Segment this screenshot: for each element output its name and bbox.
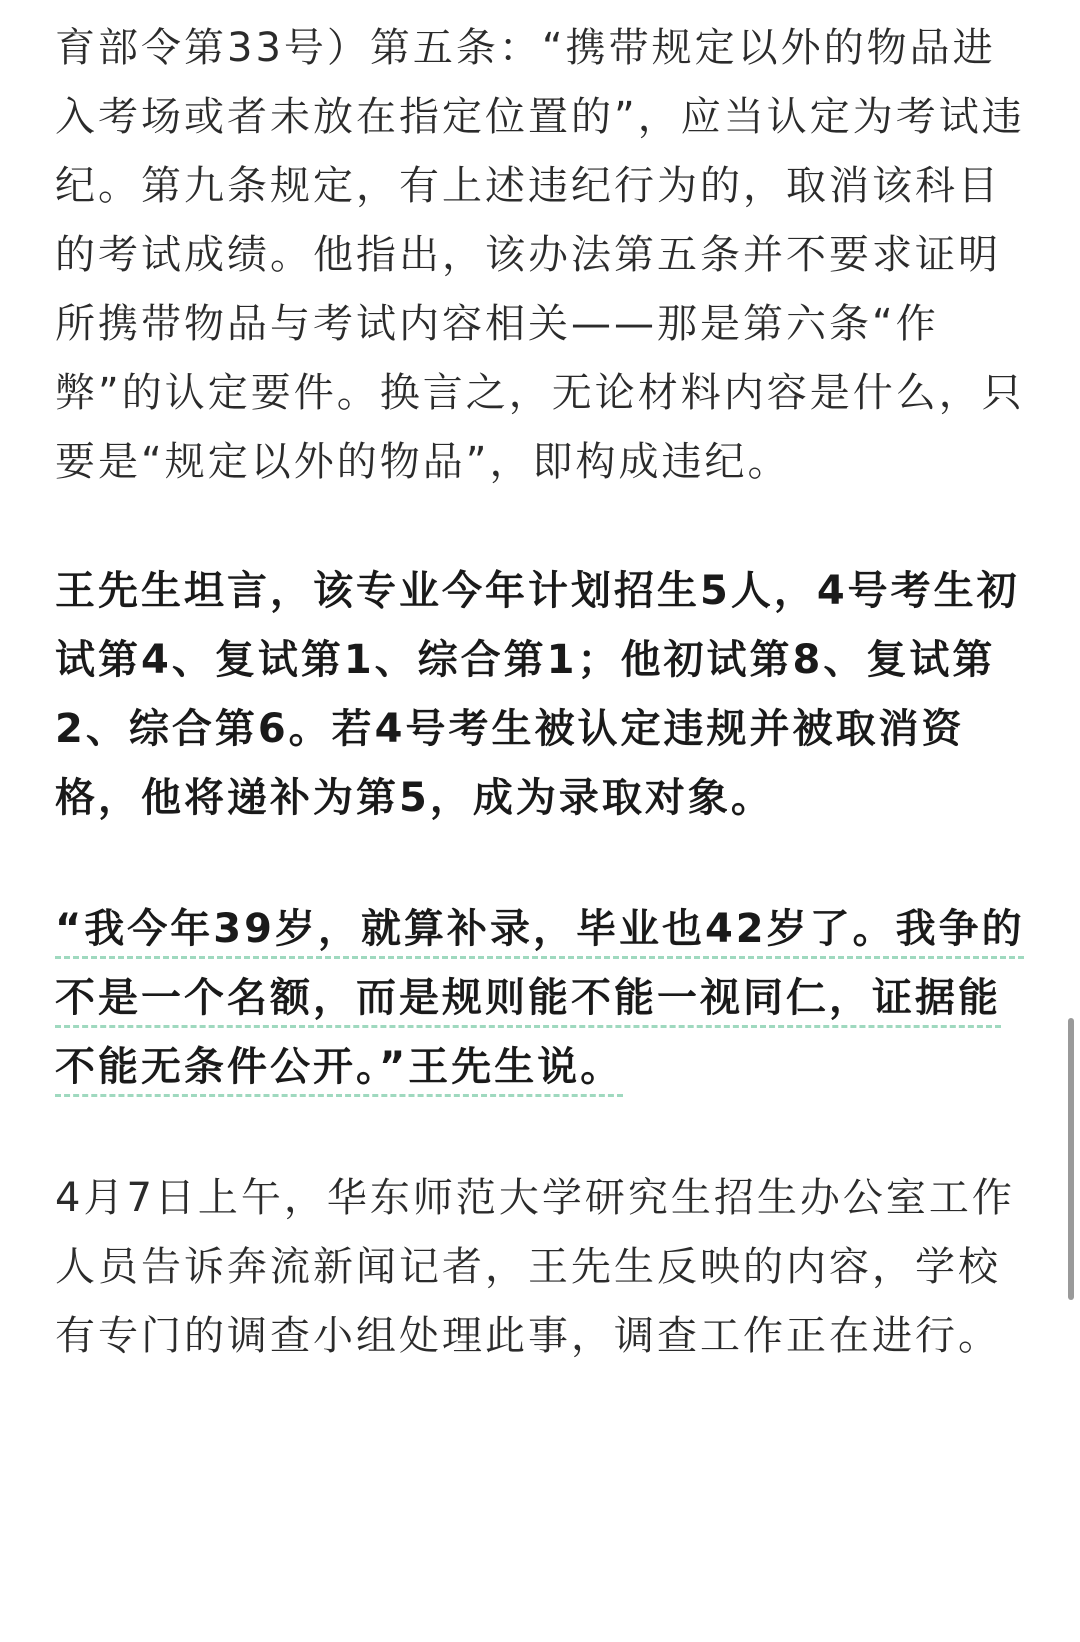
paragraph-ranking-bold: 王先生坦言，该专业今年计划招生5人，4号考生初试第4、复试第1、综合第1；他初试第8、复试第2、综合第6。若4号考生被认定违规并被取消资格，他将递补为第5，成为录取对象。 [55,568,1020,821]
paragraph-spacer [55,497,1035,557]
paragraph-quote [55,895,1035,1102]
highlighted-quote[interactable]: “我今年39岁，就算补录，毕业也42岁了。我争的不是一个名额，而是规则能不能一视同仁，证据能不能无条件公开。”王先生说。 [55,906,1025,1090]
article-body [55,14,1035,1371]
paragraph-school-response: 4月7日上午，华东师范大学研究生招生办公室工作人员告诉奔流新闻记者，王先生反映的内容，学校有专门的调查小组处理此事，调查工作正在进行。 [55,1175,1015,1359]
paragraph-spacer [55,1102,1035,1164]
scrollbar-thumb[interactable] [1068,1018,1074,1300]
paragraph-spacer [55,833,1035,895]
paragraph-regulation: 育部令第33号）第五条：“携带规定以外的物品进入考场或者未放在指定位置的”，应当认定为考试违纪。第九条规定，有上述违纪行为的，取消该科目的考试成绩。他指出，该办法第五条并不要求证明所携带物品与考试内容相关——那是第六条“作弊”的认定要件。换言之，无论材料内容是什么，只要是“规定以外的物品”，即构成违纪。 [55,25,1025,485]
